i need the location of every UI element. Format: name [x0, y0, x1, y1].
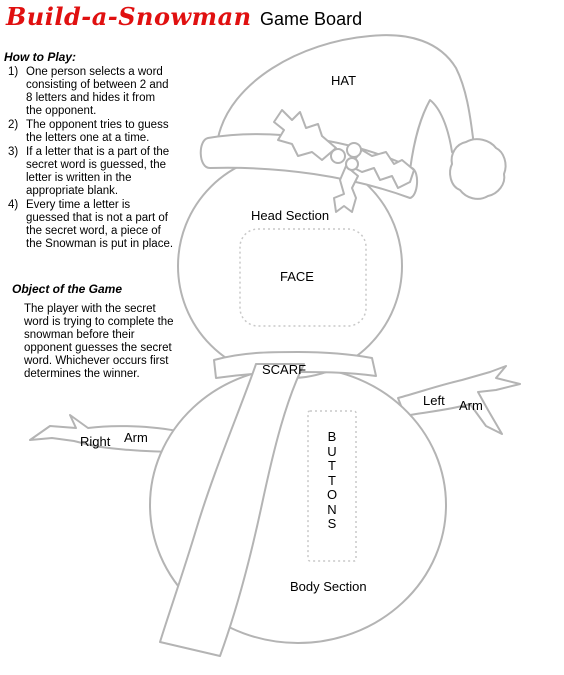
buttons-letter: T [328, 472, 336, 488]
head-section-label: Head Section [251, 208, 330, 223]
objective-heading: Object of the Game [12, 282, 123, 296]
holly-berry [346, 158, 358, 170]
step-text: If a letter that is a part of the secret word is guessed, the letter is written in the appropriate blank. [26, 146, 170, 197]
buttons-letter: O [326, 487, 338, 502]
right-arm-label: Arm [124, 430, 148, 445]
body-section-label: Body Section [290, 579, 367, 594]
right-arm-label-side: Right [80, 434, 111, 449]
buttons-letter: U [327, 443, 337, 459]
objective-text: The player with the secret word is trying to complete the snowman before their opponent guesses the secret word. Whichever occurs first determines the winner. [24, 303, 174, 380]
buttons-letter: T [328, 458, 336, 473]
head-section[interactable] [178, 154, 402, 378]
face-label: FACE [280, 269, 314, 284]
hat-pompom [450, 139, 506, 199]
left-arm-label: Arm [459, 398, 483, 413]
step-number: 3) [8, 146, 19, 158]
buttons-letter: N [327, 501, 337, 517]
step-number: 2) [8, 119, 19, 131]
left-arm-label-side: Left [423, 393, 445, 408]
hat-label: HAT [331, 73, 357, 88]
step-text: Every time a letter is guessed that is not a part of the secret word, a piece of the Snowman is put in place. [26, 199, 174, 250]
step-text: The opponent tries to guess the letters one at a time. [26, 119, 169, 144]
step-number: 4) [8, 199, 19, 211]
how-to-play-heading: How to Play: [4, 50, 77, 64]
buttons-letter: B [327, 429, 337, 444]
step-text: One person selects a word consisting of between 2 and 8 letters and hides it from the opponent. [26, 66, 169, 117]
buttons-letter: S [327, 516, 337, 531]
title-plain: Game Board [260, 9, 363, 29]
step-number: 1) [8, 66, 19, 78]
scarf-label: SCARF [262, 362, 307, 377]
holly-berry [331, 149, 345, 163]
title-script: Build-a-Snowman [6, 2, 252, 31]
holly-berry [347, 143, 361, 157]
buttons-label [325, 430, 339, 532]
